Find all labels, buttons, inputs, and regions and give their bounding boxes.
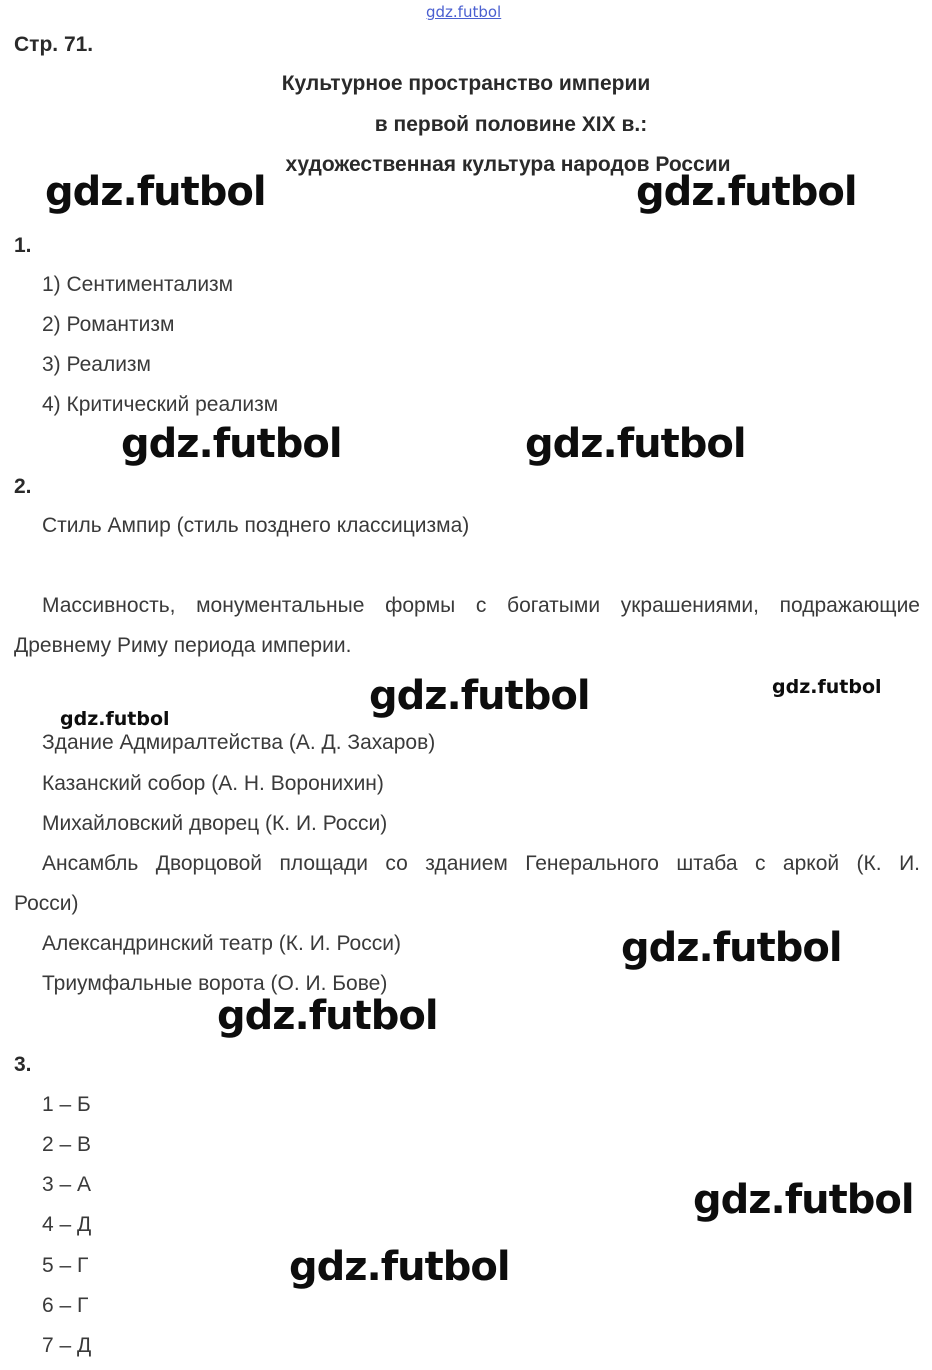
answer-item: 2 – В	[42, 1133, 92, 1156]
ensemble-line-2: Росси)	[14, 892, 79, 915]
answer-item: 1 – Б	[42, 1093, 91, 1116]
list-item: 3) Реализм	[42, 353, 151, 376]
answer-item: 5 – Г	[42, 1254, 89, 1277]
answer-item: 4 – Д	[42, 1213, 92, 1236]
watermark: gdz.futbol	[525, 421, 746, 467]
list-item: 1) Сентиментализм	[42, 273, 234, 296]
features-line-2: Древнему Риму периода империи.	[14, 634, 352, 657]
building-item: Казанский собор (А. Н. Воронихин)	[42, 772, 384, 795]
ensemble-line-1: Ансамбль Дворцовой площади со зданием Генерального штаба с аркой (К. И.	[42, 852, 920, 875]
task-2-number: 2.	[14, 475, 32, 498]
title-line-2: в первой половине XIX в.:	[374, 113, 648, 136]
features-line-1: Массивность, монументальные формы с богатыми украшениями, подражающие	[42, 594, 920, 617]
style-name: Стиль Ампир (стиль позднего классицизма)	[42, 514, 470, 537]
watermark: gdz.futbol	[121, 421, 342, 467]
task-3-number: 3.	[14, 1053, 32, 1076]
building-item: Триумфальные ворота (О. И. Бове)	[42, 972, 388, 995]
answer-item: 6 – Г	[42, 1294, 89, 1317]
watermark: gdz.futbol	[636, 169, 857, 215]
watermark: gdz.futbol	[369, 673, 590, 719]
building-item: Михайловский дворец (К. И. Росси)	[42, 812, 388, 835]
title-line-1: Культурное пространство империи	[281, 72, 651, 95]
watermark: gdz.futbol	[621, 925, 842, 971]
watermark: gdz.futbol	[289, 1244, 510, 1290]
answer-item: 7 – Д	[42, 1334, 92, 1357]
watermark-small: gdz.futbol	[772, 676, 882, 698]
watermark-small: gdz.futbol	[60, 708, 170, 730]
answer-item: 3 – А	[42, 1173, 92, 1196]
building-item: Александринский театр (К. И. Росси)	[42, 932, 401, 955]
building-item: Здание Адмиралтейства (А. Д. Захаров)	[42, 731, 436, 754]
list-item: 2) Романтизм	[42, 313, 175, 336]
watermark: gdz.futbol	[217, 993, 438, 1039]
watermark: gdz.futbol	[693, 1177, 914, 1223]
watermark: gdz.futbol	[45, 169, 266, 215]
list-item: 4) Критический реализм	[42, 393, 279, 416]
title-line-3: художественная культура народов России	[285, 153, 731, 176]
task-1-number: 1.	[14, 234, 32, 257]
page-reference: Стр. 71.	[14, 33, 94, 56]
watermark-top: gdz.futbol	[426, 3, 502, 21]
